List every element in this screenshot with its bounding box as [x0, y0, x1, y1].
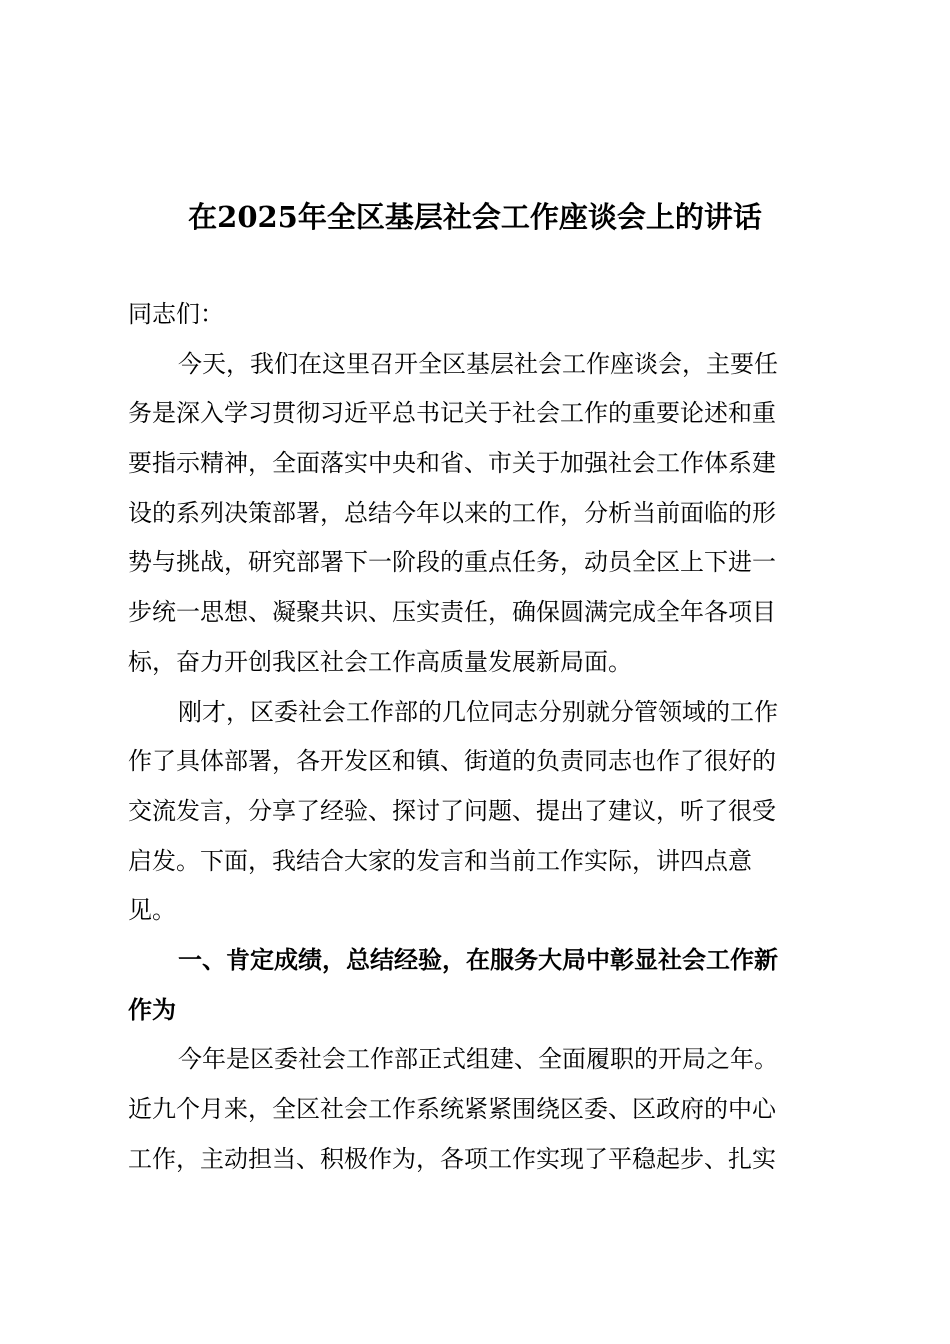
- salutation: 同志们：: [128, 300, 224, 328]
- paragraph-opening: [128, 340, 822, 688]
- document-title: 在2025年全区基层社会工作座谈会上的讲话: [188, 200, 762, 234]
- paragraph-line: 步统一思想、凝聚共识、压实责任，确保圆满完成全年各项目: [128, 598, 776, 627]
- paragraph-line: 标，奋力开创我区社会工作高质量发展新局面。: [128, 647, 632, 676]
- paragraph-line: 今年是区委社会工作部正式组建、全面履职的开局之年。: [178, 1045, 778, 1074]
- paragraph-line: 作了具体部署，各开发区和镇、街道的负责同志也作了很好的: [128, 747, 776, 776]
- paragraph-line: 刚才，区委社会工作部的几位同志分别就分管领域的工作: [178, 697, 778, 726]
- paragraph-section-1: [128, 1035, 822, 1184]
- paragraph-intro: [128, 688, 822, 936]
- heading-line: 作为: [128, 995, 176, 1024]
- paragraph-line: 务是深入学习贯彻习近平总书记关于社会工作的重要论述和重: [128, 399, 776, 428]
- document-body: [128, 290, 822, 1184]
- paragraph-line: 见。: [128, 896, 176, 925]
- heading-line: 一、肯定成绩，总结经验，在服务大局中彰显社会工作新: [178, 945, 778, 974]
- paragraph-line: 势与挑战，研究部署下一阶段的重点任务，动员全区上下进一: [128, 548, 776, 577]
- paragraph-line: 启发。下面，我结合大家的发言和当前工作实际，讲四点意: [128, 846, 752, 875]
- paragraph-line: 近九个月来，全区社会工作系统紧紧围绕区委、区政府的中心: [128, 1095, 776, 1123]
- section-heading-1: [128, 936, 822, 1035]
- paragraph-line: 工作，主动担当、积极作为，各项工作实现了平稳起步、扎实: [128, 1144, 776, 1173]
- paragraph-line: 今天，我们在这里召开全区基层社会工作座谈会，主要任: [178, 349, 778, 378]
- paragraph-line: 设的系列决策部署，总结今年以来的工作，分析当前面临的形: [128, 498, 776, 527]
- paragraph-line: 交流发言，分享了经验、探讨了问题、提出了建议，听了很受: [128, 796, 776, 825]
- paragraph-line: 要指示精神，全面落实中央和省、市关于加强社会工作体系建: [128, 449, 776, 478]
